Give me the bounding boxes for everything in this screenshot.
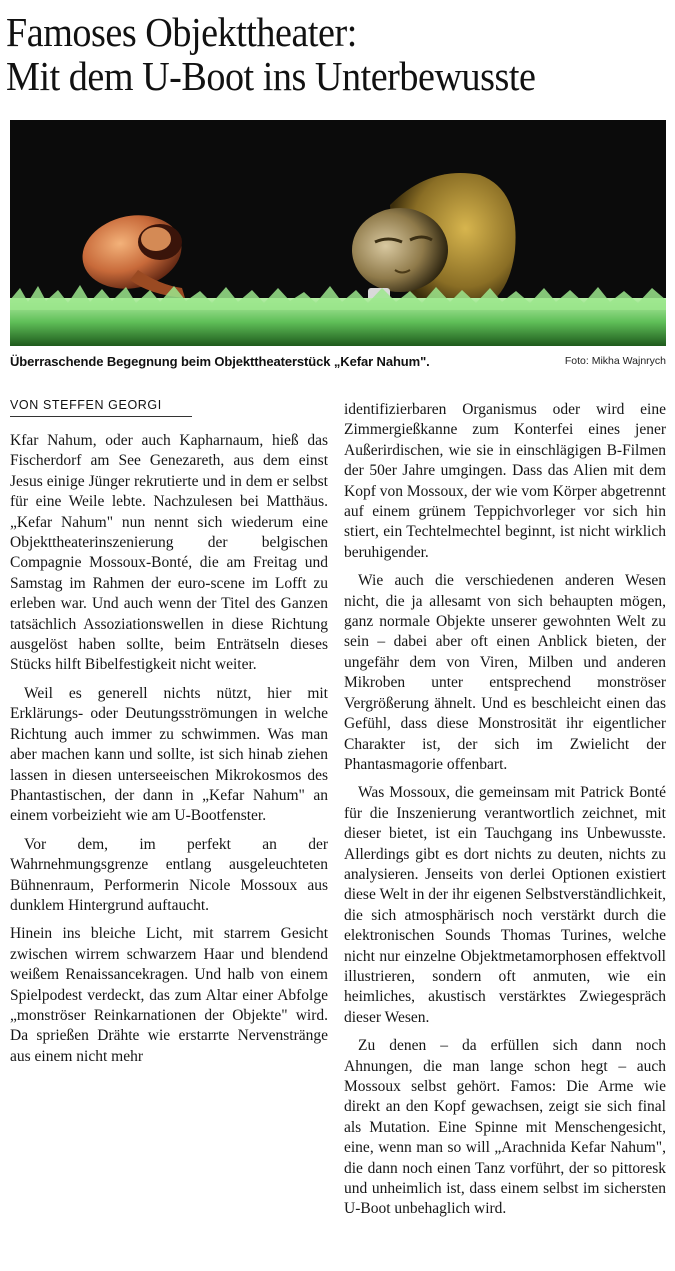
- paragraph: Wie auch die verschiedenen anderen Wesen nicht, die ja allesamt von sich behaupten mögen, ganz normale Objekte unserer gewohnten Welt zu sein – dabei aber oft einen Anblick bieten, der ungefähr dem von Viren, Milben und anderen Mikroben unter entsprechend monströser Vergrößerung ähnelt. Und es beschleicht einen das Gefühl, dass diese Monstrosität ihr eigentlicher Charakter ist, der sich im Zwielicht der Phantasmagorie offenbart.: [344, 572, 666, 773]
- headline: [6, 10, 624, 98]
- paragraph: Hinein ins bleiche Licht, mit starrem Gesicht zwischen wirrem schwarzem Haar und blendend weißem Renaissancekragen. Und halb von einem Spielpodest verdeckt, das zum Altar einer Abfolge „monströser Reinkarnationen der Objekte" wird. Da sprießen Drähte wie erstarrte Nervenstränge aus einem nicht mehr: [10, 925, 328, 1065]
- headline-line-2: Mit dem U-Boot ins Unterbewusste: [6, 53, 536, 99]
- photo-illustration: [10, 120, 666, 346]
- article-column-left: [10, 431, 328, 1075]
- byline: VON STEFFEN GEORGI: [10, 398, 162, 412]
- byline-underline: [10, 416, 192, 417]
- paragraph: Kfar Nahum, oder auch Kapharnaum, hieß das Fischerdorf am See Genezareth, aus dem einst Jesus einige Jünger rekrutierte und in dem er selbst für eine Weile lebte. Nachzulesen bei Matthäus. „Kefar Nahum" nun nennt sich wiederum eine Objekttheaterinszenierung der belgischen Compagnie Mossoux-Bonté, die am Freitag und Samstag im Rahmen der euro-scene im Lofft zu erleben war. Und auch wenn der Titel des Ganzen tatsächlich Assoziationswellen in diese Richtung ausgelöst haben sollte, beim Enträtseln dieses Stücks hilft Bibelfestigkeit nicht weiter.: [10, 432, 328, 674]
- paragraph: Was Mossoux, die gemeinsam mit Patrick Bonté für die Inszenierung verantwortlich zeichnet, mit dieser bietet, ist ein Tauchgang ins Unbewusste. Allerdings gibt es dort nichts zu deuten, nichts zu analysieren. Jenseits von derlei Optionen existiert diese Welt in der ihr eigenen Selbstverständlichkeit, die sich atmosphärisch noch verstärkt durch die elektronischen Sounds Thomas Turines, welche nicht nur einzelne Objektmetamorphosen effektvoll illustrieren, sondern oft anmuten, wie ein heimliches, akustisch verstärktes Zwiegespräch dieser Wesen.: [344, 784, 666, 1026]
- paragraph: Weil es generell nichts nützt, hier mit Erklärungs- oder Deutungsströmungen in welche Richtung auch immer zu schwimmen. Was man aber machen kann und sollte, ist sich hinab ziehen lassen in diesen unterseeischen Mikrokosmos des Phantastischen, der dann in „Kefar Nahum" an einem vorbeizieht wie am U-Bootfenster.: [10, 684, 328, 825]
- article-column-right: [344, 400, 666, 1228]
- headline-line-1: Famoses Objekttheater:: [6, 9, 357, 55]
- photo-caption: [10, 353, 666, 373]
- paragraph: Vor dem, im perfekt an der Wahrnehmungsgrenze entlang ausgeleuchteten Bühnenraum, Performerin Nicole Mossoux aus dunklem Hintergrund auftaucht.: [10, 835, 328, 914]
- article-photo: [10, 120, 666, 346]
- paragraph: Zu denen – da erfüllen sich dann noch Ahnungen, die man lange schon hegt – auch Mossoux selbst gehört. Famos: Die Arme wie direkt an den Kopf gewachsen, zeigt sie sich final als Mutation. Eine Spinne mit Menschengesicht, eine, wenn man so will „Arachnida Kefar Nahum", die dann noch einen Tanz vorführt, der so pittoresk und unheimlich ist, dass einem selbst im sichersten U-Boot unbehaglich wird.: [344, 1037, 666, 1218]
- paragraph: identifizierbaren Organismus oder wird eine Zimmergießkanne zum Konterfei eines jener Außerirdischen, wie sie in einschlägigen B-Filmen der 50er Jahre umgingen. Dass das Alien mit dem Kopf von Mossoux, der wie vom Körper abgetrennt auf einem grünem Teppichvorleger vor sich hin stiert, ein Techtelmechtel beginnt, ist nicht wirklich beruhigender.: [344, 401, 666, 561]
- photo-credit: Foto: Mikha Wajnrych: [564, 355, 666, 367]
- caption-text: Überraschende Begegnung beim Objekttheaterstück „Kefar Nahum".: [10, 354, 430, 369]
